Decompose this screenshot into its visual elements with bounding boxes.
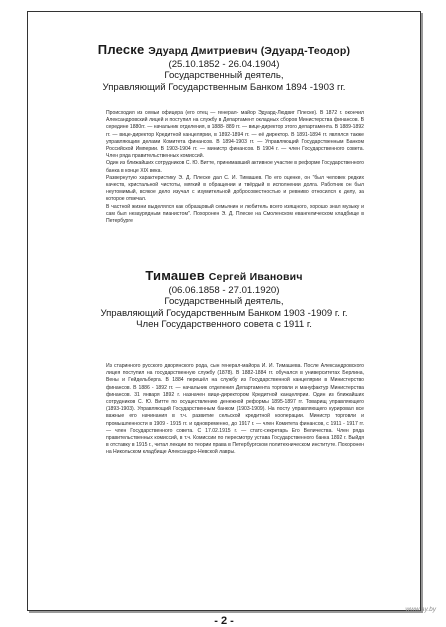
pleske-paragraph: В частной жизни выделялся как образцовый семьянин и любитель всего изящного, хорошо знал музыку и сам был незаурядным пианистом". Похоронен Э. Д. Плеске на Смоленском евангелическом кладбище в Петербурге	[106, 203, 364, 225]
pleske-paragraph: Происходил из семьи офицера (его отец — генерал- майор Эдуард-Людвиг Плеске). В 1872 г. окончил Александровский лицей и поступил на службу в Департамент окладных сборов Министерства финансов. В середине 1880гг. — начальник отделения, в 1888- 889 гг. — вице-директор этого департамента. В 1889-1892 гг. — вице-директор Кредитной канцелярии, в 1892-1894 гг. — её директор. В 1891-1894 гг. являлся также управляющим делами Комитета финансов. В 1894-1903 гг. — Управляющий Государственным Банком Российской Империи. В 1903-1904 гг. — министр финансов. В 1904 г. — член Государственного совета. Член ряда правительственных комиссий.	[106, 110, 364, 160]
timashev-surname: Тимашев	[145, 268, 205, 283]
pleske-header	[28, 42, 420, 93]
pleske-paragraph: Один из ближайших сотрудников С. Ю. Витте, принимавший активное участие в реформе Государственного банка в конце XIX века.	[106, 160, 364, 174]
timashev-name	[28, 268, 420, 285]
timashev-given-name: Сергей Иванович	[208, 271, 303, 283]
page-number: - 2 -	[214, 615, 234, 627]
pleske-surname: Плеске	[97, 42, 145, 57]
pleske-given-name: Эдуард Дмитриевич (Эдуард-Теодор)	[148, 45, 351, 57]
pleske-dates: (25.10.1852 - 26.04.1904)	[168, 59, 280, 70]
watermark: www.ay.by	[405, 606, 436, 613]
timashev-biography	[106, 363, 364, 457]
pleske-role: Государственный деятель,	[164, 70, 284, 82]
pleske-biography	[106, 110, 364, 225]
pleske-position: Управляющий Государственным Банком 1894 -1903 гг.	[102, 81, 346, 93]
timashev-dates: (06.06.1858 - 27.01.1920)	[168, 285, 280, 296]
pleske-name	[28, 42, 420, 59]
timashev-paragraph: Из старинного русского дворянского рода, сын генерал-майора И. И. Тимашева. После Александровского лицея поступил на государственную службу (1878). В 1882-1884 гг. обучался в университетах Берлина, Вены и Гейдельберга. В 1884 перешёл на службу из Государственной канцелярии в Министерство финансов. В 1886 - 1892 гг. — начальник отделения Департамента торговли и мануфактур Министерства финансов. 31 января 1892 г. назначен вице-директором Кредитной канцелярии. Один из ближайших сотрудников С. Ю. Витте по осуществлению денежной реформы 1895-1897 гг. Товарищ управляющего (1893-1903). Управляющий Государственным банком (1903-1909). На посту управляющего курировал все важные его начинания в т.ч. развитие сельской кредитной кооперации. Министр торговли и промышленности в 1909 - 1915 гг. и одновременно, до 1917 г. — член Комитета финансов, с 1911 - 1917 гг. — член Государственного совета. С 17.02.1915 г. — статс-секретарь Его Величества. Член ряда правительственных комиссий, в т.ч. Комиссии по пересмотру устава Государственного банка 1892 г. Выйдя в отставку в 1915 г., читал лекции по теории права в Петербургском политехническом институте. Похоронен на Никольском кладбище Александро-Невской лавры.	[106, 363, 364, 456]
timashev-role: Государственный деятель,	[164, 296, 284, 308]
timashev-position: Управляющий Государственным Банком 1903 -1909 г. г.	[100, 307, 348, 319]
timashev-council-membership: Член Государственного совета с 1911 г.	[136, 319, 312, 331]
timashev-header	[28, 268, 420, 331]
pleske-paragraph: Развернутую характеристику Э. Д. Плеске дал С. И. Тимашев. По его оценке, он "был человек редких качеств, кристальной чистоты, мягкий в обращении и твёрдый в исполнении долга. Работник он был неутомимый, всякое дело изучал с изумительной добросовестностью и ревниво относился к делу, за которое отвечал.	[106, 174, 364, 203]
